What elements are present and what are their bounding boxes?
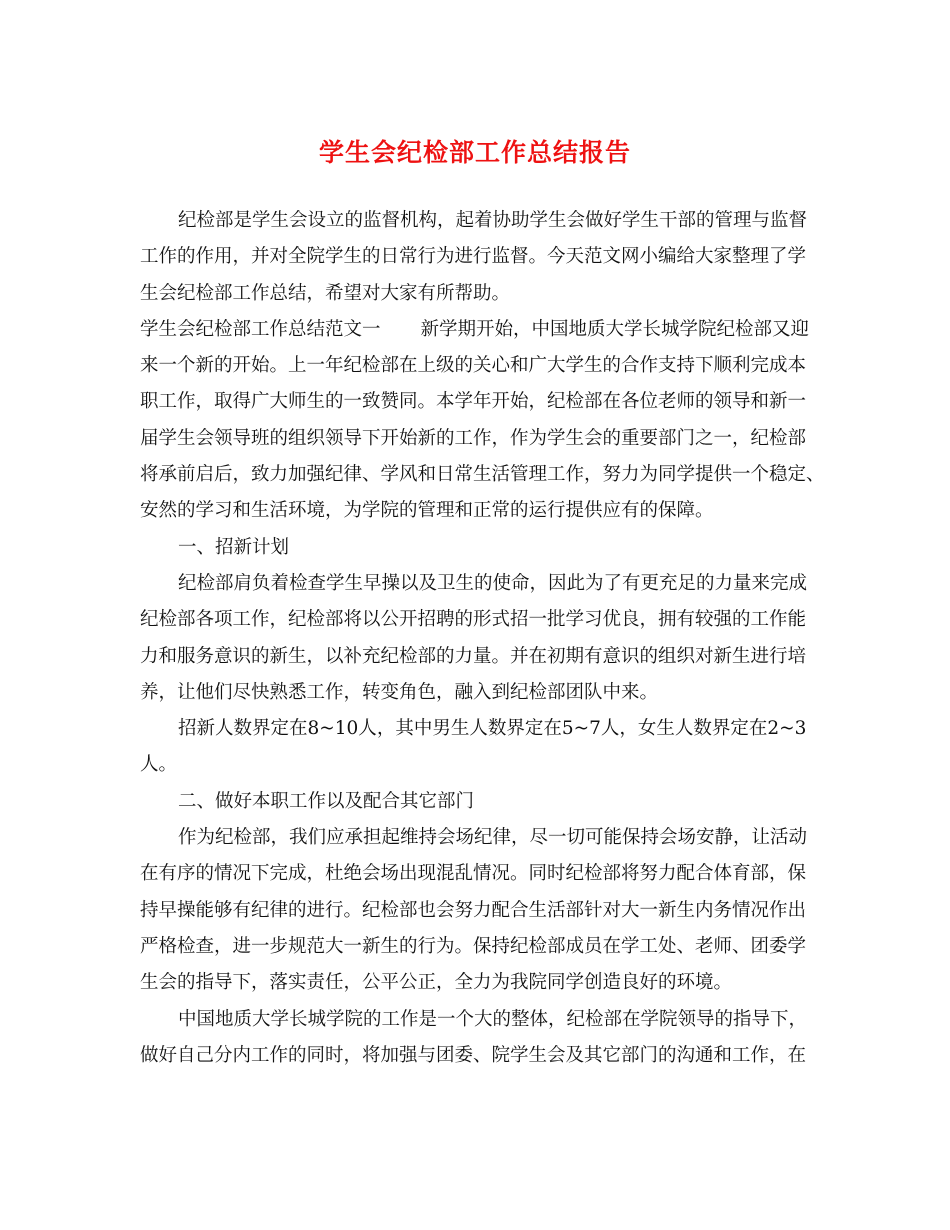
paragraph-line: 生会纪检部工作总结，希望对大家有所帮助。	[140, 282, 511, 304]
paragraph-line: 届学生会领导班的组织领导下开始新的工作，作为学生会的重要部门之一，纪检部	[140, 427, 807, 449]
section-heading: 一、招新计划	[178, 536, 290, 558]
paragraph-line: 养，让他们尽快熟悉工作，转变角色，融入到纪检部团队中来。	[140, 681, 659, 703]
paragraph-line: 来一个新的开始。上一年纪检部在上级的关心和广大学生的合作支持下顺利完成本	[140, 355, 807, 377]
paragraph-line: 生会的指导下，落实责任，公平公正，全力为我院同学创造良好的环境。	[140, 972, 733, 994]
paragraph-line: 力和服务意识的新生，以补充纪检部的力量。并在初期有意识的组织对新生进行培	[140, 645, 807, 667]
paragraph-line: 人。	[140, 754, 178, 776]
section-heading: 二、做好本职工作以及配合其它部门	[178, 790, 475, 812]
paragraph-line: 工作的作用，并对全院学生的日常行为进行监督。今天范文网小编给大家整理了学	[140, 246, 807, 268]
paragraph-line: 作为纪检部，我们应承担起维持会场纪律，尽一切可能保持会场安静，让活动	[178, 827, 808, 849]
paragraph-line: 将承前启后，致力加强纪律、学风和日常生活管理工作，努力为同学提供一个稳定、	[140, 464, 825, 486]
paragraph-line: 严格检查，进一步规范大一新生的行为。保持纪检部成员在学工处、老师、团委学	[140, 935, 807, 957]
paragraph-line: 在有序的情况下完成，杜绝会场出现混乱情况。同时纪检部将努力配合体育部，保	[140, 863, 807, 885]
paragraph-text: 新学期开始，中国地质大学长城学院纪检部又迎	[420, 318, 810, 340]
paragraph-line	[140, 312, 830, 348]
document-title: 学生会纪检部工作总结报告	[318, 138, 631, 167]
paragraph-line: 安然的学习和生活环境，为学院的管理和正常的运行提供应有的保障。	[140, 500, 714, 522]
paragraph-line: 中国地质大学长城学院的工作是一个大的整体，纪检部在学院领导的指导下，	[178, 1008, 808, 1030]
paragraph-line: 纪检部各项工作，纪检部将以公开招聘的形式招一批学习优良，拥有较强的工作能	[140, 609, 807, 631]
paragraph-line: 持早操能够有纪律的进行。纪检部也会努力配合生活部针对大一新生内务情况作出	[140, 899, 807, 921]
paragraph-line: 纪检部肩负着检查学生早操以及卫生的使命，因此为了有更充足的力量来完成	[178, 572, 808, 594]
section-heading: 学生会纪检部工作总结范文一	[140, 318, 381, 340]
paragraph-line: 纪检部是学生会设立的监督机构，起着协助学生会做好学生干部的管理与监督	[178, 210, 808, 231]
document-body	[140, 203, 830, 1074]
paragraph-line: 招新人数界定在8~10人，其中男生人数界定在5~7人，女生人数界定在2~3	[178, 718, 807, 740]
paragraph-line: 职工作，取得广大师生的一致赞同。本学年开始，纪检部在各位老师的领导和新一	[140, 391, 807, 413]
paragraph-line: 做好自己分内工作的同时，将加强与团委、院学生会及其它部门的沟通和工作，在	[140, 1044, 807, 1066]
